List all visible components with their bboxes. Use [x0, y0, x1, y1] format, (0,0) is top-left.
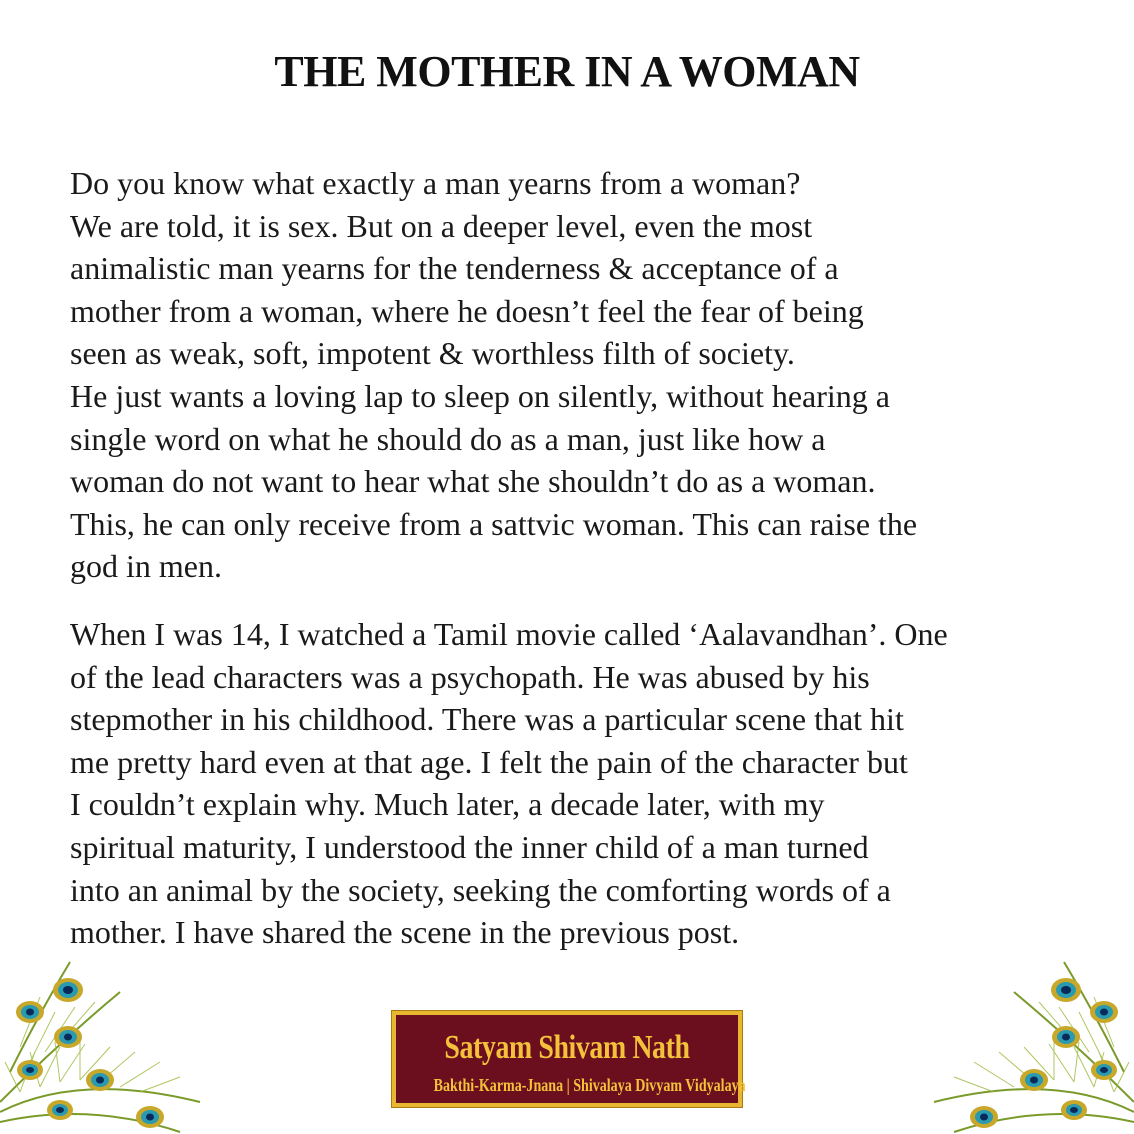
brand-logo	[392, 1011, 746, 1107]
text-line: me pretty hard even at that age. I felt the pain of the character but	[70, 743, 908, 780]
text-line: seen as weak, soft, impotent & worthless filth of society.	[70, 335, 795, 372]
logo-name: Satyam Shivam Nath	[444, 1029, 690, 1066]
text-line: Do you know what exactly a man yearns from a woman?	[70, 165, 801, 201]
text-line: He just wants a loving lap to sleep on silently, without hearing a	[70, 377, 890, 414]
text-line: mother from a woman, where he doesn’t feel the fear of being	[70, 292, 864, 329]
logo-tagline: Bakthi-Karma-Jnana | Shivalaya Divyam Vidyalaya	[433, 1075, 746, 1095]
text-line: into an animal by the society, seeking the comforting words of a	[70, 871, 891, 908]
text-line: animalistic man yearns for the tenderness & acceptance of a	[70, 250, 839, 287]
text-line: of the lead characters was a psychopath. He was abused by his	[70, 658, 870, 695]
page-title: THE MOTHER IN A WOMAN	[274, 47, 860, 96]
text-line: We are told, it is sex. But on a deeper level, even the most	[70, 207, 813, 244]
peacock-feather-icon	[914, 952, 1134, 1134]
article-body	[70, 162, 1070, 979]
text-line: woman do not want to hear what she shouldn’t do as a woman.	[70, 463, 876, 500]
text-line: single word on what he should do as a man, just like how a	[70, 420, 826, 457]
text-line: spiritual maturity, I understood the inner child of a man turned	[70, 828, 869, 865]
paragraph-2	[70, 613, 1070, 954]
paragraph-1	[70, 162, 1070, 588]
peacock-feather-icon	[0, 952, 220, 1134]
text-line: When I was 14, I watched a Tamil movie called ‘Aalavandhan’. One	[70, 615, 948, 652]
text-line: This, he can only receive from a sattvic woman. This can raise the	[70, 505, 918, 542]
text-line: god in men.	[70, 548, 222, 585]
text-line: stepmother in his childhood. There was a particular scene that hit	[70, 701, 904, 738]
text-line: mother. I have shared the scene in the previous post.	[70, 914, 740, 951]
text-line: I couldn’t explain why. Much later, a decade later, with my	[70, 786, 825, 823]
